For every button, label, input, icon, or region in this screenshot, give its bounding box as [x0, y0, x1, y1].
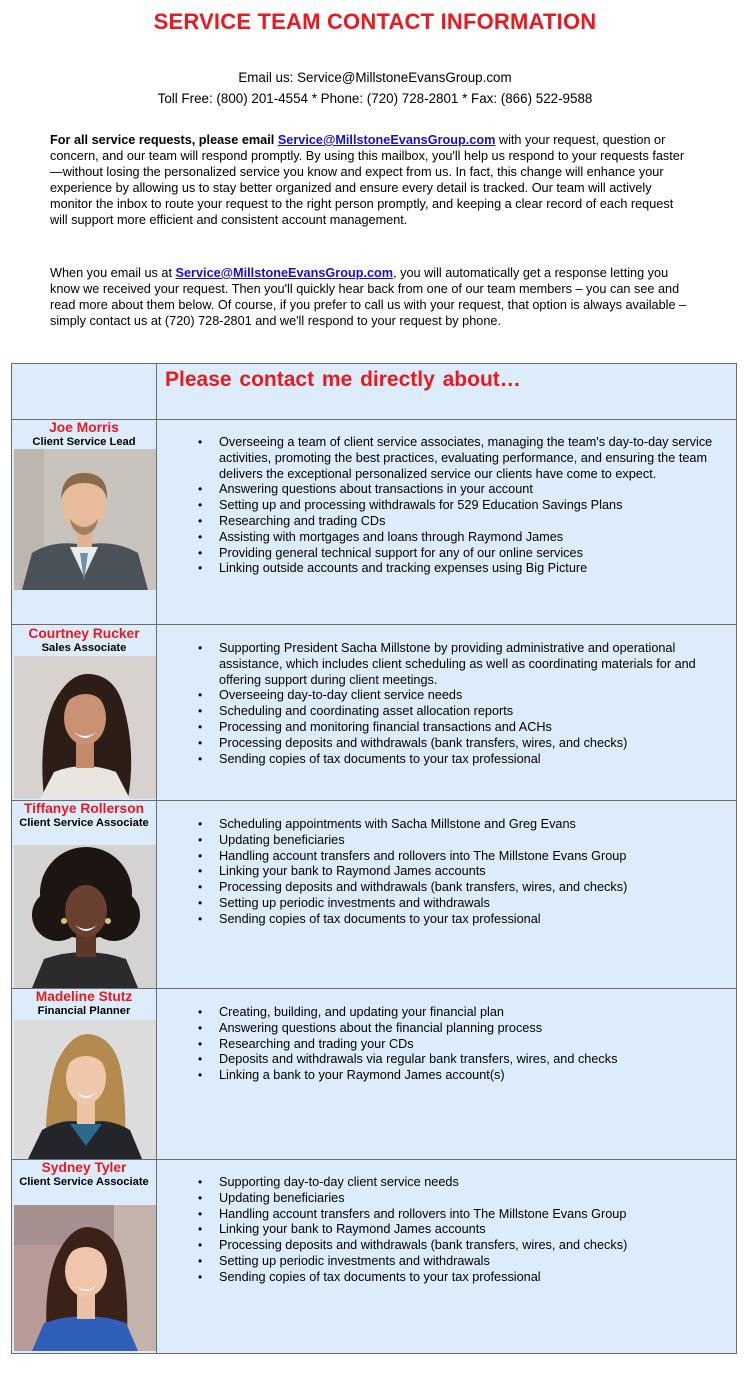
member-name: Sydney Tyler — [41, 1160, 127, 1175]
email-line: Email us: Service@MillstoneEvansGroup.com — [238, 70, 512, 85]
member-role: Client Service Lead — [32, 436, 136, 448]
column-divider — [156, 364, 157, 1353]
list-item: • Providing general technical support for any of our online services — [198, 546, 738, 562]
member-name: Courtney Rucker — [28, 626, 140, 641]
list-item: • Handling account transfers and rollovers into The Millstone Evans Group — [198, 849, 738, 865]
member-name: Tiffanye Rollerson — [23, 801, 145, 816]
duties-sydney-tyler — [198, 1175, 738, 1286]
list-item: • Handling account transfers and rollovers into The Millstone Evans Group — [198, 1207, 738, 1223]
photo-madeline-stutz — [14, 1020, 156, 1159]
member-role: Sales Associate — [41, 642, 127, 654]
photo-courtney-rucker — [14, 656, 156, 799]
member-role: Client Service Associate — [19, 1176, 149, 1188]
list-item: • Scheduling appointments with Sacha Millstone and Greg Evans — [198, 817, 738, 833]
intro-2-text: , you will automatically get a response letting you know we received your request. Then you'll quickly hear back from one of our team members – you can see and read more about them below. Of course, if you prefer to call us with your request, that option is always available – simply contact us at (720) 728-2801 and we'll respond to your request by phone. — [50, 266, 687, 328]
list-item: • Overseeing day-to-day client service needs — [198, 688, 738, 704]
list-item: • Processing deposits and withdrawals (bank transfers, wires, and checks) — [198, 1238, 738, 1254]
list-item: • Sending copies of tax documents to your tax professional — [198, 752, 738, 768]
team-table — [11, 363, 737, 1354]
list-item: • Processing deposits and withdrawals (bank transfers, wires, and checks) — [198, 880, 738, 896]
member-name: Madeline Stutz — [35, 989, 133, 1004]
list-item: • Sending copies of tax documents to your tax professional — [198, 1270, 738, 1286]
member-name: Joe Morris — [49, 420, 119, 435]
member-role: Financial Planner — [37, 1005, 131, 1017]
list-item: • Deposits and withdrawals via regular bank transfers, wires, and checks — [198, 1052, 738, 1068]
list-item: • Updating beneficiaries — [198, 833, 738, 849]
phone-line: Toll Free: (800) 201-4554 * Phone: (720) 728-2801 * Fax: (866) 522-9588 — [157, 91, 593, 106]
duties-tiffanye-rollerson — [198, 817, 738, 928]
duties-joe-morris — [198, 435, 738, 577]
list-item: • Setting up periodic investments and withdrawals — [198, 896, 738, 912]
list-item: • Linking your bank to Raymond James accounts — [198, 1222, 738, 1238]
list-item: • Researching and trading CDs — [198, 514, 738, 530]
list-item: • Processing and monitoring financial transactions and ACHs — [198, 720, 738, 736]
list-item: • Assisting with mortgages and loans through Raymond James — [198, 530, 738, 546]
list-item: • Supporting day-to-day client service needs — [198, 1175, 738, 1191]
photo-joe-morris — [14, 449, 156, 590]
photo-sydney-tyler — [14, 1205, 156, 1351]
team-member-courtney-rucker — [12, 626, 156, 655]
list-item: • Scheduling and coordinating asset allocation reports — [198, 704, 738, 720]
list-item: • Answering questions about the financial planning process — [198, 1021, 738, 1037]
intro-1-email-link[interactable]: Service@MillstoneEvansGroup.com — [277, 133, 496, 147]
intro-1-lead: For all service requests, please email — [50, 133, 275, 147]
list-item: • Updating beneficiaries — [198, 1191, 738, 1207]
intro-2-email-link[interactable]: Service@MillstoneEvansGroup.com — [175, 266, 394, 280]
list-item: • Overseeing a team of client service associates, managing the team's day-to-day service activities, promoting the best practices, evaluating performance, and ensuring the team delivers the exceptional personalized service our clients have come to expect. — [198, 435, 738, 482]
list-item: • Creating, building, and updating your financial plan — [198, 1005, 738, 1021]
list-item: • Processing deposits and withdrawals (bank transfers, wires, and checks) — [198, 736, 738, 752]
duties-madeline-stutz — [198, 1005, 738, 1084]
intro-1-text: with your request, question or concern, and our team will respond promptly. By using this mailbox, you'll help us respond to your requests faster—without losing the personalized service you know and expect from us. In fact, this change will enhance your experience by allowing us to stay better organized and ensure every detail is tracked. Our team will actively monitor the inbox to route your request to the right person promptly, and keeping a clear record of each request will support more efficient and consistent account management. — [50, 133, 685, 227]
intro-paragraph-1 — [50, 132, 690, 228]
member-role: Client Service Associate — [19, 817, 149, 829]
list-item: • Setting up and processing withdrawals for 529 Education Savings Plans — [198, 498, 738, 514]
intro-2-lead: When you email us at — [50, 266, 172, 280]
team-member-madeline-stutz — [12, 989, 156, 1018]
team-member-sydney-tyler — [12, 1160, 156, 1189]
list-item: • Linking a bank to your Raymond James account(s) — [198, 1068, 738, 1084]
table-header: Please contact me directly about… — [165, 368, 521, 391]
list-item: • Linking your bank to Raymond James accounts — [198, 864, 738, 880]
list-item: • Answering questions about transactions in your account — [198, 482, 738, 498]
team-member-joe-morris — [12, 420, 156, 449]
list-item: • Sending copies of tax documents to your tax professional — [198, 912, 738, 928]
duties-courtney-rucker — [198, 641, 738, 767]
list-item: • Supporting President Sacha Millstone by providing administrative and operational assistance, which includes client scheduling as well as coordinating materials for and offering support during client meetings. — [198, 641, 738, 688]
list-item: • Linking outside accounts and tracking expenses using Big Picture — [198, 561, 738, 577]
team-member-tiffanye-rollerson — [12, 801, 156, 830]
page-title: SERVICE TEAM CONTACT INFORMATION — [153, 9, 597, 34]
photo-tiffanye-rollerson — [14, 845, 156, 988]
list-item: • Researching and trading your CDs — [198, 1037, 738, 1053]
row-divider — [12, 624, 736, 625]
list-item: • Setting up periodic investments and withdrawals — [198, 1254, 738, 1270]
intro-paragraph-2 — [50, 265, 690, 329]
